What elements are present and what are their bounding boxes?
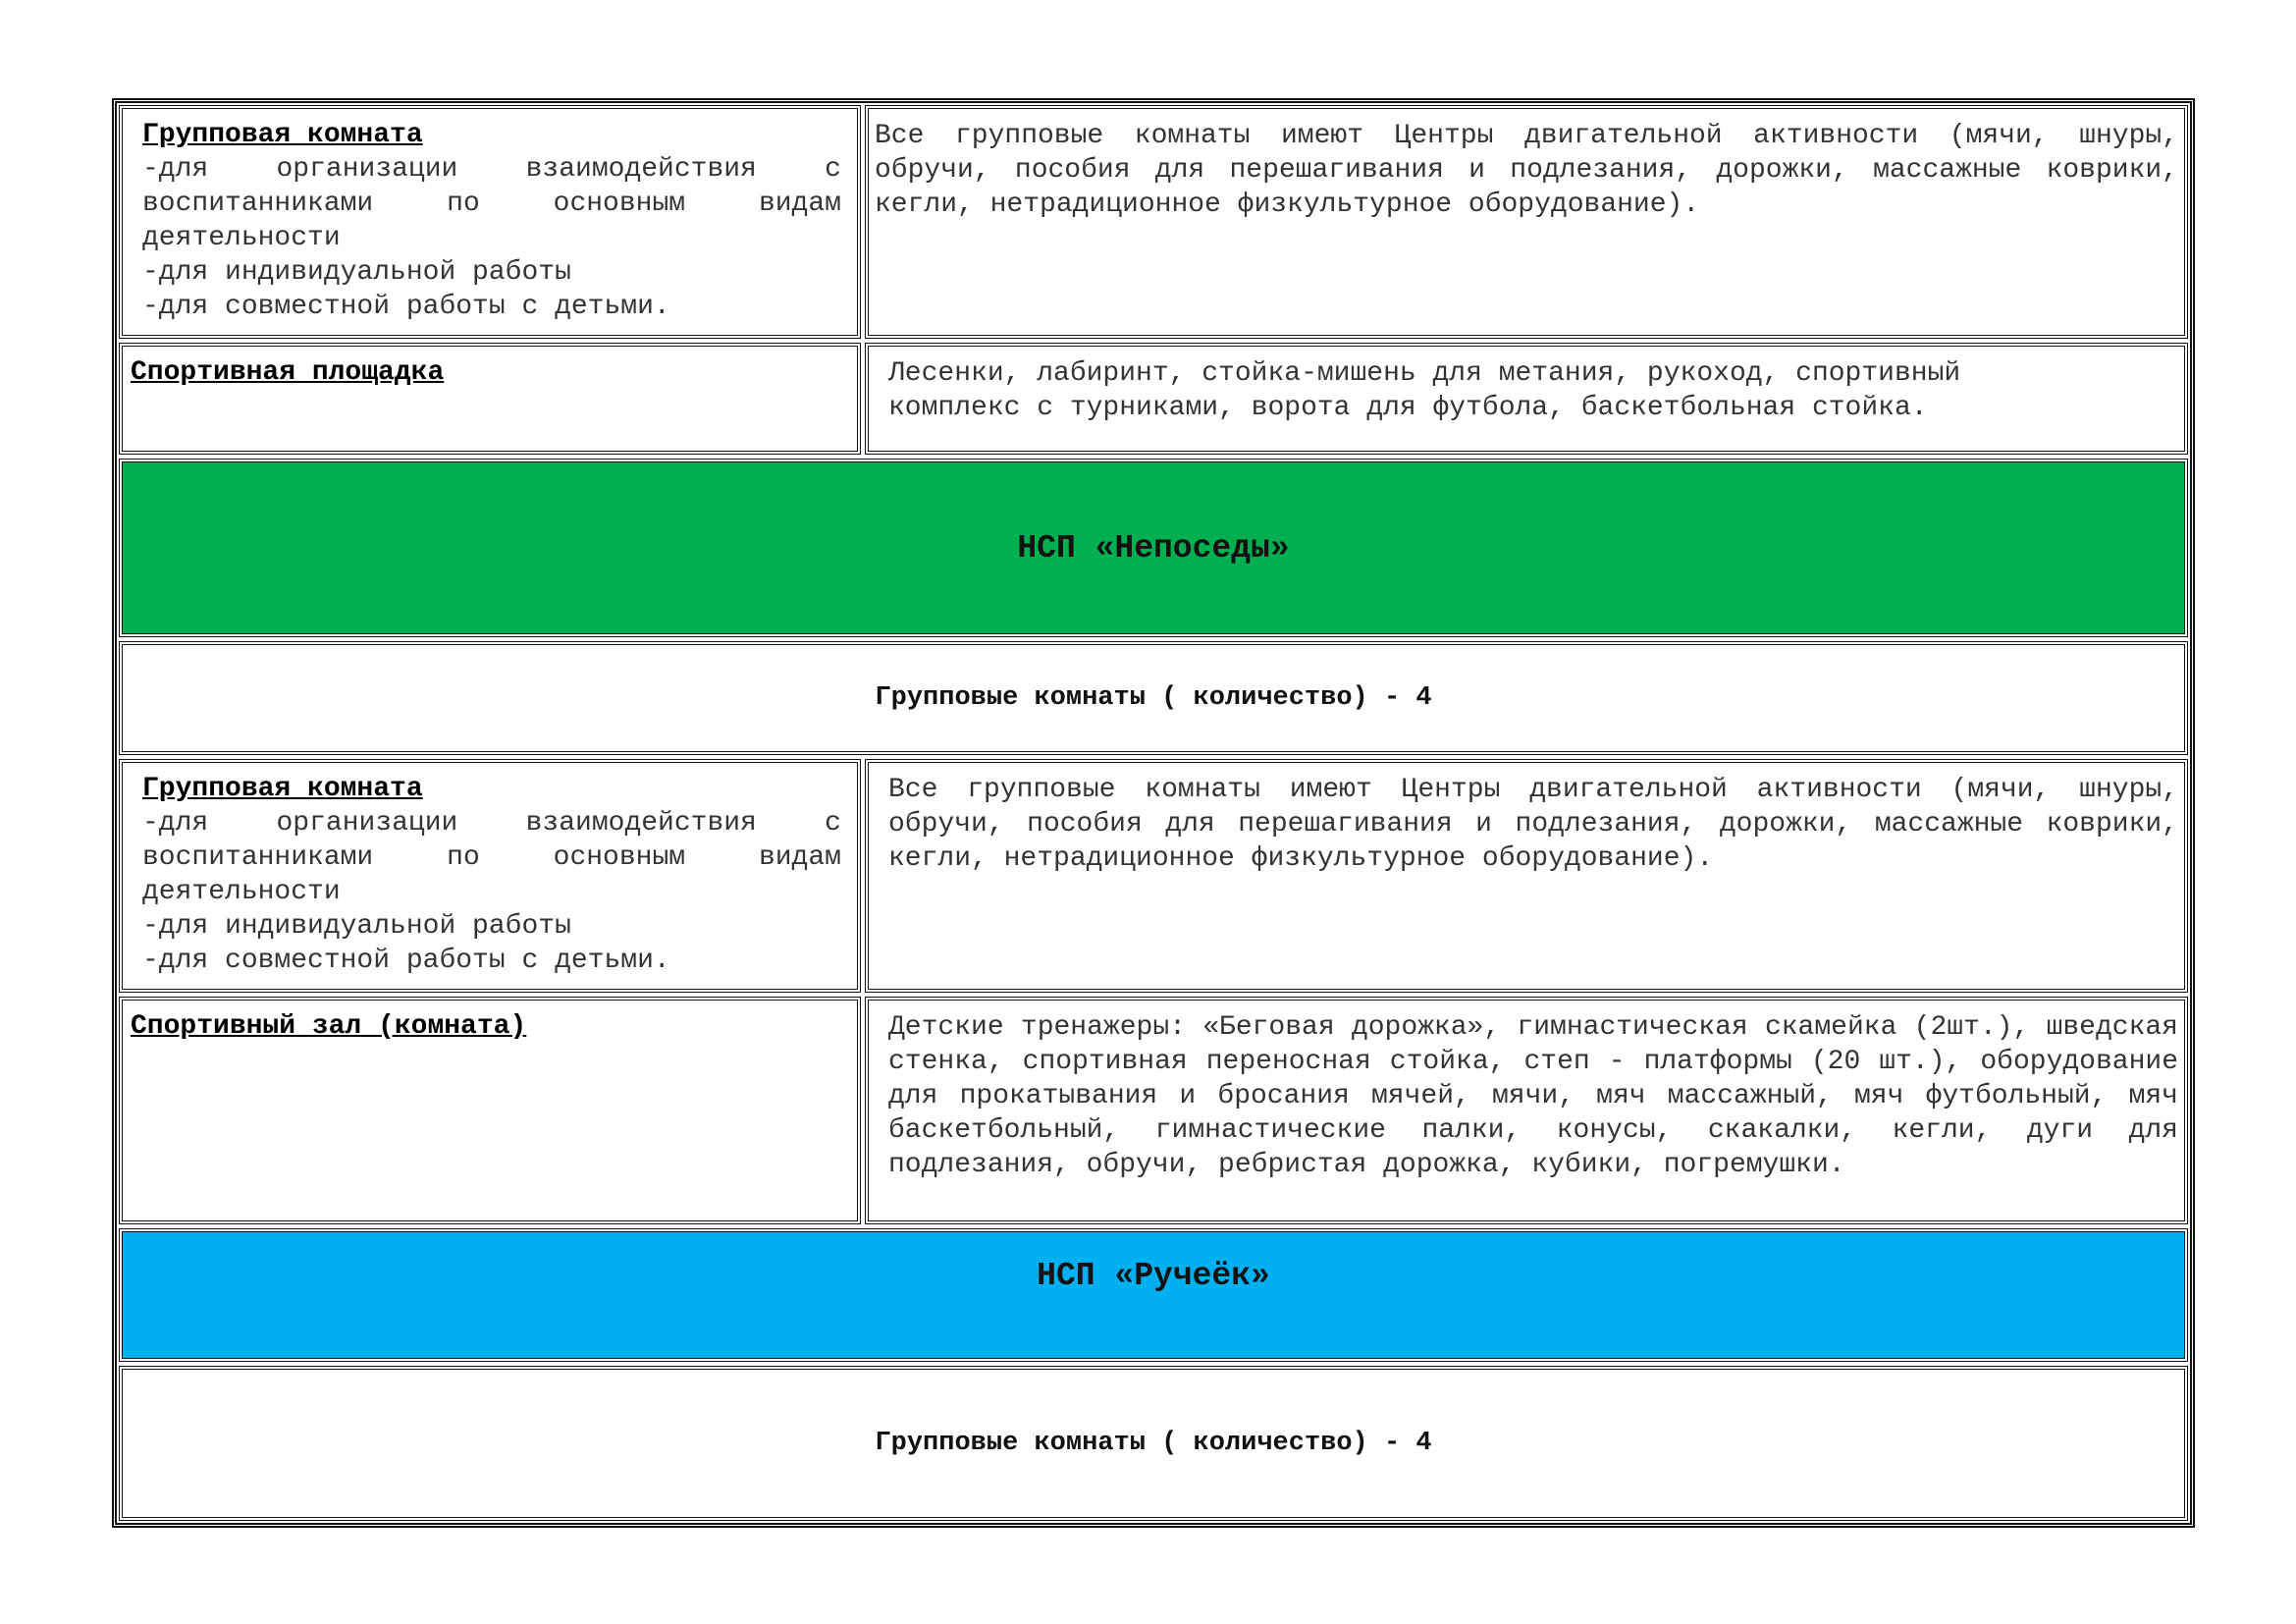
word: взаимодействия (525, 154, 757, 185)
purpose-line: -для индивидуальной работы (142, 257, 571, 288)
table-row-count-2 (117, 1364, 2190, 1523)
table-row-sport-ground (117, 341, 2190, 457)
table-row-group-room-1 (117, 103, 2190, 341)
group-room-equipment-text: Все групповые комнаты имеют Центры двигательной активности (мячи, шнуры, обручи, пособия для перешагивания и подлезания, дорожки, массажные коврики, кегли, нетрадиционное физкультурное оборудование). (875, 121, 2178, 220)
word: -для (142, 808, 209, 839)
nsp-nepoesdy-title: НСП «Непоседы» (123, 462, 2184, 633)
purpose-line: -для совместной работы с детьми. (142, 946, 670, 976)
group-rooms-count: Групповые комнаты ( количество) - 4 (123, 1370, 2184, 1517)
purpose-line: -для совместной работы с детьми. (142, 292, 670, 322)
table-row-nsp-banner-1 (117, 457, 2190, 639)
word: воспитанниками (142, 189, 374, 219)
purpose-line (142, 840, 841, 875)
purpose-line: деятельности (142, 877, 341, 907)
sport-hall-info-cell (119, 997, 861, 1224)
group-room-title: Групповая комната (142, 774, 423, 804)
group-rooms-count: Групповые комнаты ( количество) - 4 (123, 645, 2184, 751)
word: -для (142, 154, 209, 185)
word: организации (276, 154, 458, 185)
group-room-equipment-cell (865, 105, 2188, 339)
group-room-info-cell (119, 105, 861, 339)
count-cell (119, 641, 2188, 755)
word: организации (276, 808, 458, 839)
sport-ground-title: Спортивная площадка (131, 357, 445, 388)
word: по (447, 842, 480, 873)
word: воспитанниками (142, 842, 374, 873)
sport-hall-equipment-text: Детские тренажеры: «Беговая дорожка», гимнастическая скамейка (2шт.), шведская стенка, спортивная переносная стойка, степ - платформы (20 шт.), оборудование для прокатывания и бросания мячей, мячи, мяч массажный, мяч футбольный, мяч баскетбольный, гимнастические палки, конусы, скакалки, кегли, дуги для подлезания, обручи, ребристая дорожка, кубики, погремушки. (888, 1012, 2178, 1180)
table-row-group-room-2 (117, 757, 2190, 995)
group-room-info-cell (119, 759, 861, 993)
nsp-banner-cell (119, 459, 2188, 637)
nsp-rucheek-title: НСП «Ручеёк» (123, 1232, 2184, 1358)
sport-hall-equipment-cell (865, 997, 2188, 1224)
count-cell (119, 1366, 2188, 1521)
word: с (825, 808, 841, 839)
table-row-count-1 (117, 639, 2190, 757)
table-row-nsp-banner-2 (117, 1226, 2190, 1364)
group-room-equipment-cell (865, 759, 2188, 993)
purpose-line: -для индивидуальной работы (142, 911, 571, 942)
group-room-title: Групповая комната (142, 120, 423, 150)
equipment-table (112, 98, 2195, 1528)
word: основным (553, 842, 686, 873)
word: взаимодействия (525, 808, 757, 839)
word: основным (553, 189, 686, 219)
sport-ground-equipment-cell (865, 343, 2188, 455)
sport-ground-info-cell (119, 343, 861, 455)
sport-ground-equipment-text: Лесенки, лабиринт, стойка-мишень для метания, рукоход, спортивный комплекс с турниками, ворота для футбола, баскетбольная стойка. (888, 358, 1961, 423)
word: с (825, 154, 841, 185)
purpose-line (142, 152, 841, 187)
purpose-line (142, 806, 841, 840)
table-row-sport-hall (117, 995, 2190, 1226)
purpose-line (142, 187, 841, 221)
word: видам (758, 189, 841, 219)
group-room-equipment-text: Все групповые комнаты имеют Центры двигательной активности (мячи, шнуры, обручи, пособия для перешагивания и подлезания, дорожки, массажные коврики, кегли, нетрадиционное физкультурное оборудование). (888, 775, 2178, 874)
word: видам (758, 842, 841, 873)
word: по (447, 189, 480, 219)
sport-hall-title: Спортивный зал (комната) (131, 1011, 527, 1042)
nsp-banner-cell (119, 1228, 2188, 1362)
purpose-line: деятельности (142, 223, 341, 253)
